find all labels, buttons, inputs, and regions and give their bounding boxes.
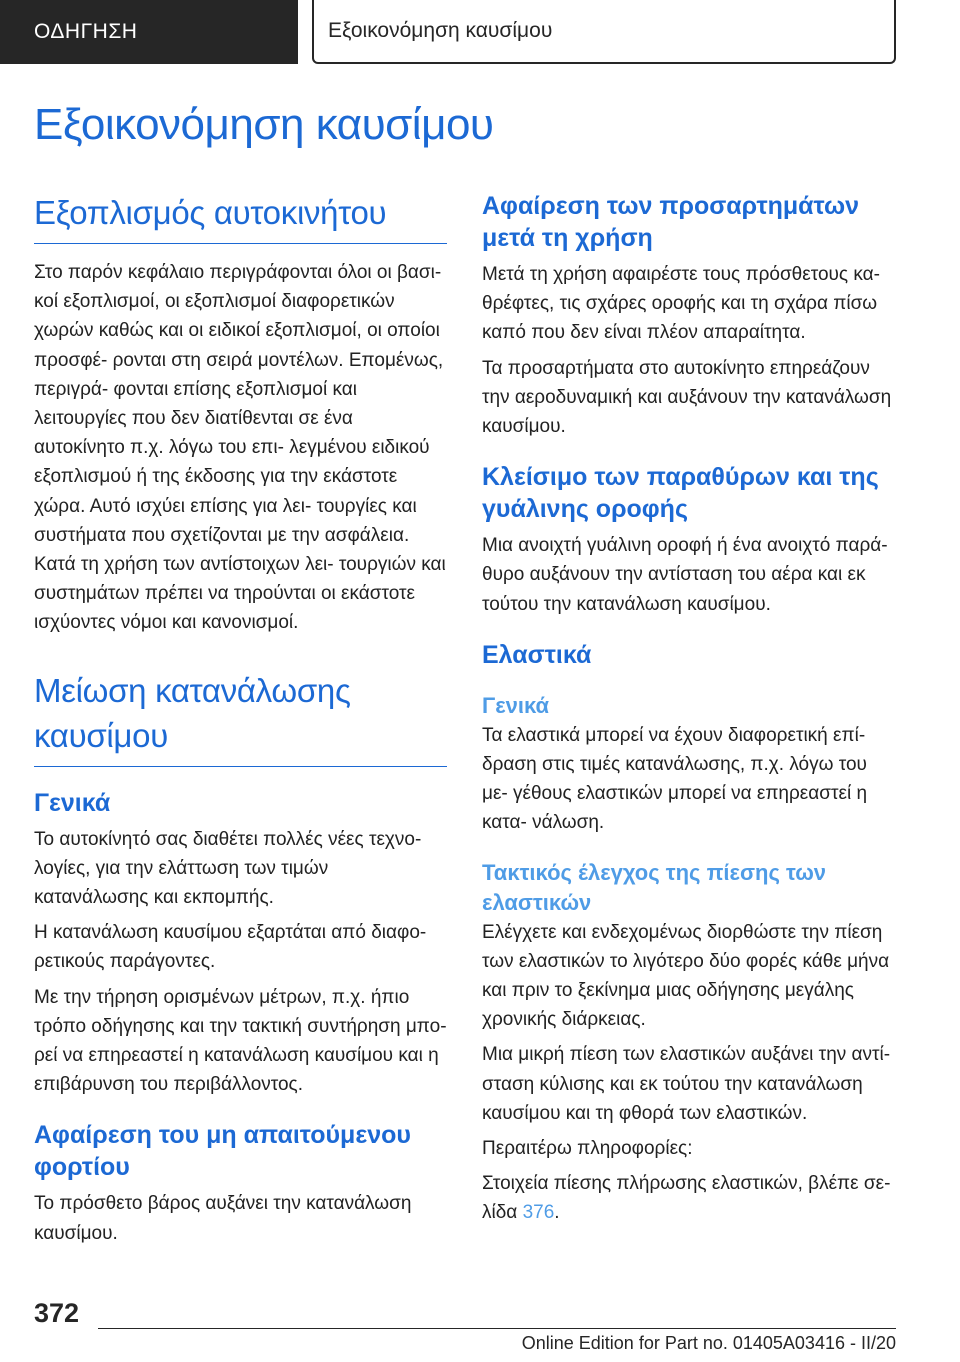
windows-text: Μια ανοιχτή γυάλινη οροφή ή ένα ανοιχτό παρά- θυρο αυξάνουν την αντίσταση του αέρα και εκ τούτου την κατανάλωση καυσίμου.	[482, 535, 888, 615]
equipment-text: Στο παρόν κεφάλαιο περιγράφονται όλοι οι βασι- κοί εξοπλισμοί, οι εξοπλισμοί διαφορετικών χωρών καθώς και οι ειδικοί εξοπλισμοί, οι οποίοι προσφέ- ρονται στη σειρά μοντέλων. Επομένως, περιγρά- φονται επίσης εξοπλισμοί και λειτουργίες που δεν διατίθενται σε ένα αυτοκίνητο π.χ. λόγω του επι- λεγμένου ειδικού εξοπλισμού ή της έκδοσης για την εκάστοτε χώρα. Αυτό ισχύει επίσης για λει- τουργίες και συστήματα που σχετίζονται με την ασφάλεια. Κατά τη χρήση των αντίστοιχων λει- τουργιών και συστημάτων πρέπει να τηρούνται οι εκάστοτε ισχύοντες νόμοι και κανονισμοί.	[34, 262, 446, 634]
general-heading: Γενικά	[34, 788, 111, 817]
right-column	[482, 190, 895, 1228]
cargo-text: Το πρόσθετο βάρος αυξάνει την κατανάλωση καυσίμου.	[34, 1193, 412, 1244]
tires-heading: Ελαστικά	[482, 640, 592, 669]
general-paragraph-1: Το αυτοκίνητό σας διαθέτει πολλές νέες τεχνο- λογίες, για την ελάττωση των τιμών κατανάλωσης και εκπομπής.	[34, 828, 422, 909]
more-info-label: Περαιτέρω πληροφορίες:	[482, 1138, 693, 1160]
general-paragraph-2: Η κατανάλωση καυσίμου εξαρτάται από διαφο- ρετικούς παράγοντες.	[34, 922, 427, 973]
reduce-consumption-heading: Μείωση κατανάλωσης καυσίμου	[34, 668, 447, 767]
page-reference-link[interactable]: 376	[522, 1202, 555, 1224]
tire-pressure-paragraph-2: Μια μικρή πίεση των ελαστικών αυξάνει την αντί- σταση κύλισης και εκ τούτου την κατανάλωση καυσίμου και τη φθορά των ελαστικών.	[482, 1044, 891, 1124]
page-number: 372	[34, 1298, 80, 1328]
tires-general-text: Τα ελαστικά μπορεί να έχουν διαφορετική επί- δραση στις τιμές κατανάλωσης, π.χ. λόγω του με- γέθους ελαστικών μπορεί να επηρεαστεί η κατα- νάλωση.	[482, 724, 868, 834]
tire-pressure-reference	[482, 1169, 895, 1227]
equipment-heading: Εξοπλισμός αυτοκινήτου	[34, 190, 447, 244]
tire-pressure-paragraph-1: Ελέγχετε και ενδεχομένως διορθώστε την πίεση των ελαστικών το λιγότερο δύο φορές κάθε μήνα και πριν το ξεκίνημα μιας οδήγησης μεγάλης χρονικής διάρκειας.	[482, 921, 890, 1031]
footer-rule	[98, 1328, 896, 1329]
section-tab: ΟΔΗΓΗΣΗ	[0, 0, 298, 64]
reference-text: Στοιχεία πίεσης πλήρωσης ελαστικών, βλέπε σε- λίδα	[482, 1173, 891, 1224]
tire-pressure-heading: Τακτικός έλεγχος της πίεσης των ελαστικών	[482, 859, 827, 915]
attachments-heading: Αφαίρεση των προσαρτημάτων μετά τη χρήση	[482, 192, 860, 252]
tires-general-heading: Γενικά	[482, 692, 550, 718]
left-column	[34, 190, 447, 1248]
cargo-heading: Αφαίρεση του μη απαιτούμενου φορτίου	[34, 1121, 411, 1182]
attachments-paragraph-1: Μετά τη χρήση αφαιρέστε τους πρόσθετους κα- θρέφτες, τις σχάρες οροφής και τη σχάρα πίσω καπό που δεν είναι πλέον απαραίτητα.	[482, 264, 880, 344]
footer-edition: Online Edition for Part no. 01405A03416 - II/20	[521, 1333, 896, 1353]
windows-heading: Κλείσιμο των παραθύρων και της γυάλινης οροφής	[482, 463, 879, 524]
chapter-tab: Εξοικονόμηση καυσίμου	[312, 0, 896, 64]
attachments-paragraph-2: Τα προσαρτήματα στο αυτοκίνητο επηρεάζουν την αεροδυναμική και αυξάνουν την κατανάλωση καυσίμου.	[482, 357, 892, 438]
general-paragraph-3: Με την τήρηση ορισμένων μέτρων, π.χ. ήπιο τρόπο οδήγησης και την τακτική συντήρηση μπο- ρεί να επηρεαστεί η κατανάλωση καυσίμου και η επιβάρυνση του περιβάλλοντος.	[34, 986, 447, 1096]
page-title: Εξοικονόμηση καυσίμου	[34, 100, 494, 149]
reference-period: .	[554, 1202, 560, 1224]
